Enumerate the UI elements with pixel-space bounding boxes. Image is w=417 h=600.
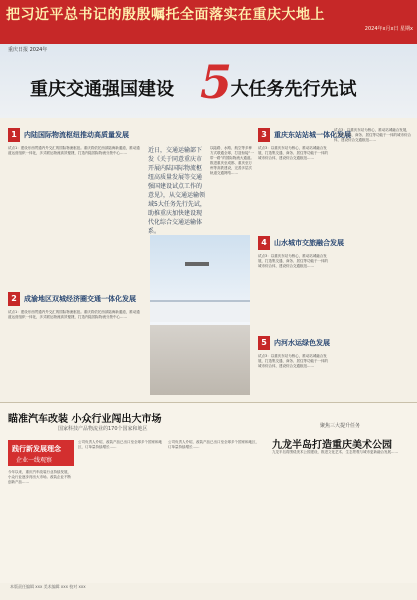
center-body: 以陆路、水路、航空等多种方式联通全球，打造衔接“一带一路”的国际物流大通道。推进重庆至成都、重庆至万州等高铁建设，完善多层次轨道交通网络……	[210, 146, 254, 175]
column-badge-title: 践行新发展理念	[12, 445, 61, 453]
headline-part2: 大任务先行先试	[230, 79, 357, 100]
section-2-body: 试点1：建设东西贯通内外交汇的国际物流枢纽。重庆将依托西部陆海新通道，推动通道运营组织一体化，多式联运物流高效便捷，打造内陆国际物流分拨中心……	[8, 310, 140, 319]
column-badge-sub: 企业一线观察	[16, 457, 53, 464]
lower-kicker-right: 聚焦三大提升任务	[320, 423, 361, 429]
headline-number: 5	[200, 55, 233, 109]
section-3-title: 重庆东站站城一体化发展	[274, 131, 351, 139]
center-quote: 近日，交通运输部下发《关于同意重庆市开展内陆国际物流枢纽高质量发展等交通强国建设试点工作的意见》，从交通运输领域5大任务先行先试，助推重庆加快建设现代化综合交通运输体系。	[148, 147, 206, 235]
section-4-number: 4	[258, 236, 270, 250]
lower-body-mid-1: 公司负责人介绍，改装产品已出口至全球多个国家和地区，订单量持续增长……	[78, 440, 162, 449]
lower-body-right: 九龙半岛将围绕美术公园建设，推进文化艺术、生态景观与城市更新融合发展……	[272, 450, 398, 454]
section-5-title: 内河水运绿色发展	[274, 339, 330, 347]
airplane-icon	[185, 262, 209, 266]
train-icon	[150, 300, 250, 322]
section-5-number: 5	[258, 336, 270, 350]
section-4-title: 山水城市交旅融合发展	[274, 239, 344, 247]
banner-title: 把习近平总书记的殷殷嘱托全面落实在重庆大地上	[6, 7, 325, 23]
section-1-body: 试点1：建设东西贯通内外交汇的国际物流枢纽。重庆将依托西部陆海新通道，推动通道运营组织一体化，多式联运物流高效便捷，打造内陆国际物流分拨中心……	[8, 146, 140, 155]
lower-body-left: 今年以来，重庆汽车改装行业持续发展，小众行业逐步闯出大市场。改装企业不断创新产品……	[8, 470, 71, 484]
section-4-body: 试点3：以重庆东站为核心，推动站城融合发展，打造集交通、商务、居住等功能于一体的城市综合体，建设综合交通枢纽……	[258, 254, 328, 268]
section-3-body: 试点3：以重庆东站为核心，推动站城融合发展，打造集交通、商务、居住等功能于一体的城市综合体，建设综合交通枢纽……	[258, 146, 328, 160]
footer-text: 本版责任编辑 xxx 美术编辑 xxx 校对 xxx	[10, 584, 86, 589]
lower-headline-right: 九龙半岛打造重庆美术公园	[272, 440, 392, 451]
lower-headline-left: 瞄准汽车改装 小众行业闯出大市场	[8, 414, 162, 425]
lower-subhead-left: 国家科技产品物流业的170个国家和地区	[58, 426, 148, 432]
section-3-number: 3	[258, 128, 270, 142]
section-1-title: 内陆国际物流枢纽推动高质量发展	[24, 131, 129, 139]
section-2-title: 成渝地区双城经济圈交通一体化发展	[24, 295, 136, 303]
banner-date: 2024年x月x日 星期x	[364, 26, 413, 32]
right-column-body: 试点3：以重庆东站为核心，推动站城融合发展，打造集交通、商务、居住等功能于一体的城市综合体，建设综合交通枢纽……	[334, 128, 411, 142]
road-illustration	[150, 325, 250, 395]
masthead: 重庆日报 2024年	[8, 47, 48, 53]
section-2-number: 2	[8, 292, 20, 306]
section-1-number: 1	[8, 128, 20, 142]
section-5-body: 试点3：以重庆东站为核心，推动站城融合发展，打造集交通、商务、居住等功能于一体的城市综合体，建设综合交通枢纽……	[258, 354, 328, 368]
lower-body-mid-2: 公司负责人介绍，改装产品已出口至全球多个国家和地区，订单量持续增长……	[168, 440, 259, 449]
headline-part1: 重庆交通强国建设	[30, 79, 174, 100]
